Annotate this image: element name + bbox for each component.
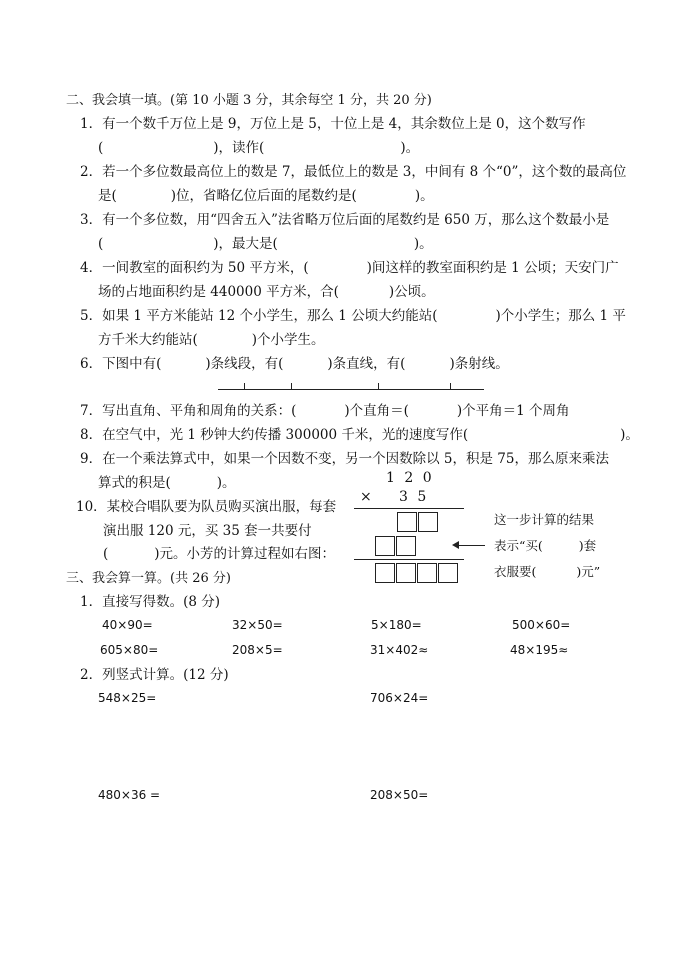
q4-line2 xyxy=(98,284,435,301)
q10-text: )元。小芳的计算过程如右图： xyxy=(154,546,336,562)
callout-text: )元” xyxy=(576,564,601,579)
q3-text: ( xyxy=(98,236,104,252)
q3-text: )，最大是( xyxy=(213,236,278,252)
q4-text: 4．一间教室的面积约为 50 平方米，( xyxy=(80,260,309,276)
answer-box[interactable] xyxy=(397,512,417,532)
vertical-calc-item: 706×24= xyxy=(370,691,429,705)
q4-text: )间这样的教室面积约是 1 公顷；天安门广 xyxy=(366,260,619,276)
vertical-multiplicand: 1 2 0 xyxy=(386,470,432,486)
q5-line2 xyxy=(98,332,325,349)
q9-line1: 9．在一个乘法算式中，如果一个因数不变，另一个因数除以 5，积是 75，那么原来乘法 xyxy=(80,451,609,467)
answer-box[interactable] xyxy=(417,563,437,583)
q8-text: 8．在空气中，光 1 秒钟大约传播 300000 千米，光的速度写作( xyxy=(80,427,469,443)
q2-text: )位，省略亿位后面的尾数约是( xyxy=(170,188,357,204)
answer-box[interactable] xyxy=(396,536,416,556)
answer-box[interactable] xyxy=(438,563,458,583)
q6-text: 6．下图中有( xyxy=(80,356,162,372)
q4-text: 场的占地面积约是 440000 平方米，合( xyxy=(98,284,339,300)
q2-text: 是( xyxy=(98,188,117,204)
q6-line xyxy=(80,356,509,373)
q7-text: )个直角＝( xyxy=(344,403,409,419)
section-2-title: 二、我会填一填。(第 10 小题 3 分，其余每空 1 分，共 20 分) xyxy=(66,93,432,108)
q5-line1 xyxy=(80,308,626,325)
callout-text: 表示“买( xyxy=(494,538,543,553)
q4-text: )公顷。 xyxy=(388,284,435,300)
q1-text: )，读作( xyxy=(213,140,265,156)
q9-line2 xyxy=(98,475,236,492)
q2-line1: 2．若一个多位数最高位上的数是 7，最低位上的数是 3，中间有 8 个“0”，这个数的最高位 xyxy=(80,164,627,180)
oral-calc-item: 5×180= xyxy=(371,618,422,632)
oral-calc-item: 48×195≈ xyxy=(510,643,569,657)
line-point-tick xyxy=(378,383,379,390)
calc-rule xyxy=(354,508,464,509)
vertical-calc-item: 548×25= xyxy=(98,691,157,705)
q3-text: )。 xyxy=(413,236,433,252)
answer-box[interactable] xyxy=(396,563,416,583)
callout-text: )套 xyxy=(578,538,597,553)
callout-text: 衣服要( xyxy=(494,564,537,579)
q1-line2 xyxy=(98,140,419,157)
q9-text: )。 xyxy=(216,475,236,491)
answer-box[interactable] xyxy=(418,512,438,532)
q7-text: 7．写出直角、平角和周角的关系：( xyxy=(80,403,297,419)
q6-text: )条射线。 xyxy=(449,356,509,372)
q10-line2: 演出服 120 元，买 35 套一共要付 xyxy=(103,523,312,539)
oral-calc-item: 40×90= xyxy=(102,618,153,632)
line-point-tick xyxy=(450,383,451,390)
q2-text: )。 xyxy=(414,188,434,204)
callout-line3 xyxy=(494,561,600,583)
line-point-tick xyxy=(291,383,292,390)
q1-text: )。 xyxy=(400,140,420,156)
callout-line2 xyxy=(494,535,596,557)
q4-line1 xyxy=(80,260,619,277)
q10-line1: 10．某校合唱队要为队员购买演出服，每套 xyxy=(76,499,337,515)
q8-line xyxy=(80,427,639,444)
q1-line1: 1．有一个数千万位上是 9，万位上是 5，十位上是 4，其余数位上是 0，这个数写作 xyxy=(80,116,586,132)
oral-calc-item: 605×80= xyxy=(100,643,159,657)
q1-text: ( xyxy=(98,140,104,156)
part2-title: 2．列竖式计算。(12 分) xyxy=(80,667,229,683)
q3-line2 xyxy=(98,236,433,253)
q7-text: )个平角＝1 个周角 xyxy=(456,403,570,419)
oral-calc-item: 32×50= xyxy=(232,618,283,632)
q5-text: 方千米大约能站( xyxy=(98,332,198,348)
vertical-calc-item: 480×36 = xyxy=(98,788,161,802)
line-point-tick xyxy=(244,383,245,390)
vertical-multiplier: 3 5 xyxy=(399,489,427,505)
q5-text: )个小学生；那么 1 平 xyxy=(495,308,626,324)
q8-text: )。 xyxy=(620,427,639,443)
q6-text: )条直线，有( xyxy=(327,356,406,372)
vertical-calc-item: 208×50= xyxy=(370,788,429,802)
section-3-title: 三、我会算一算。(共 26 分) xyxy=(66,571,231,586)
line-figure xyxy=(218,389,484,390)
oral-calc-item: 31×402≈ xyxy=(370,643,429,657)
q5-text: 5．如果 1 平方米能站 12 个小学生，那么 1 公顷大约能站( xyxy=(80,308,438,324)
callout-line1: 这一步计算的结果 xyxy=(494,512,595,527)
q6-text: )条线段，有( xyxy=(205,356,284,372)
oral-calc-item: 208×5= xyxy=(232,643,283,657)
times-sign: × xyxy=(360,489,372,505)
q7-line xyxy=(80,403,570,420)
q10-line3 xyxy=(103,546,335,563)
q5-text: )个小学生。 xyxy=(251,332,325,348)
q10-text: ( xyxy=(103,546,109,562)
arrow-head-icon xyxy=(452,541,459,549)
answer-box[interactable] xyxy=(375,536,395,556)
q3-line1: 3．有一个多位数，用“四舍五入”法省略万位后面的尾数约是 650 万，那么这个数最小是 xyxy=(80,212,610,228)
answer-box[interactable] xyxy=(375,563,395,583)
pointer-arrow xyxy=(457,545,485,546)
oral-calc-item: 500×60= xyxy=(512,618,571,632)
calc-rule xyxy=(354,559,464,560)
part1-title: 1．直接写得数。(8 分) xyxy=(80,594,221,610)
q2-line2 xyxy=(98,188,434,205)
q9-text: 算式的积是( xyxy=(98,475,171,491)
